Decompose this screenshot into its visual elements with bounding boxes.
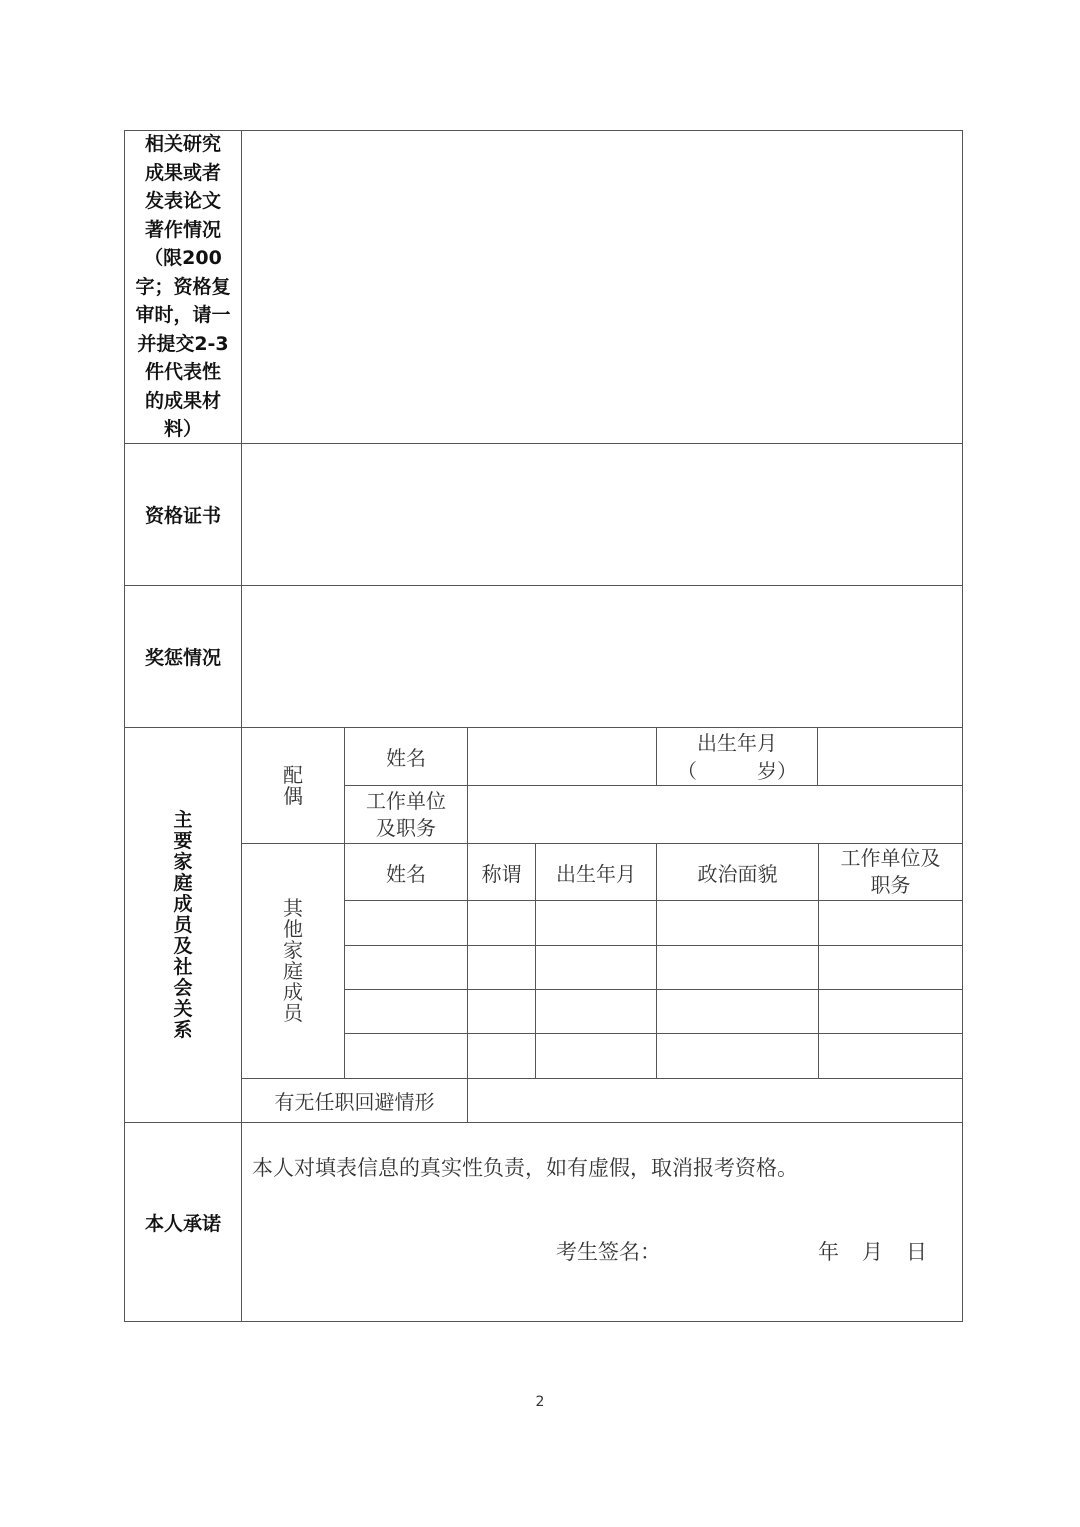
member-row-1-cell-1[interactable] bbox=[345, 901, 467, 945]
col-header-relation-cell bbox=[468, 844, 535, 900]
member-row-3-cell-5[interactable] bbox=[819, 990, 962, 1033]
col-header-work-text: 工作单位及 职务 bbox=[840, 846, 941, 897]
col-header-political bbox=[657, 844, 818, 900]
research-label bbox=[125, 131, 241, 443]
family-label bbox=[125, 728, 241, 1122]
awards-field[interactable] bbox=[242, 586, 962, 727]
member-row-4-cell-1[interactable] bbox=[345, 1034, 467, 1078]
col-header-birth-text: 出生年月 bbox=[556, 861, 636, 886]
member-row-3-cell-2[interactable] bbox=[468, 990, 535, 1033]
family-label-text: 主 要 家 庭 成 员 及 社 会 关 系 bbox=[173, 808, 193, 1041]
avoidance-label bbox=[242, 1079, 467, 1122]
member-row-1-cell-4[interactable] bbox=[657, 901, 818, 945]
pledge-statement: 本人对填表信息的真实性负责，如有虚假，取消报考资格。 bbox=[252, 1156, 798, 1180]
spouse-birth-label bbox=[657, 728, 817, 785]
member-row-2-cell-4[interactable] bbox=[657, 946, 818, 989]
date-month-label: 月 bbox=[862, 1240, 883, 1264]
member-row-4-cell-4[interactable] bbox=[657, 1034, 818, 1078]
member-row-4-cell-2[interactable] bbox=[468, 1034, 535, 1078]
certificates-label bbox=[125, 444, 241, 585]
signature-field[interactable] bbox=[660, 1230, 810, 1264]
other-family-label bbox=[242, 844, 344, 1078]
member-row-2-cell-1[interactable] bbox=[345, 946, 467, 989]
col-header-name-text: 姓名 bbox=[386, 861, 426, 886]
awards-label bbox=[125, 586, 241, 727]
spouse-birth-label-text: 出生年月 bbox=[697, 730, 777, 755]
spouse-age-label-text: （ 岁） bbox=[677, 758, 797, 783]
awards-label-text: 奖惩情况 bbox=[144, 647, 221, 669]
spouse-label-text: 配 偶 bbox=[283, 762, 303, 808]
pledge-label bbox=[125, 1123, 241, 1321]
member-row-4-cell-5[interactable] bbox=[819, 1034, 962, 1078]
member-row-2-cell-5[interactable] bbox=[819, 946, 962, 989]
member-row-3-cell-4[interactable] bbox=[657, 990, 818, 1033]
member-row-1-cell-3[interactable] bbox=[536, 901, 656, 945]
spouse-work-field[interactable] bbox=[468, 786, 962, 843]
avoidance-field[interactable] bbox=[468, 1079, 962, 1122]
page-number: 2 bbox=[535, 1394, 545, 1410]
col-header-birth bbox=[536, 844, 656, 900]
col-header-political-text: 政治面貌 bbox=[697, 861, 778, 886]
spouse-work-label bbox=[345, 786, 467, 843]
member-row-3-cell-1[interactable] bbox=[345, 990, 467, 1033]
member-row-2-cell-3[interactable] bbox=[536, 946, 656, 989]
spouse-work-label-text: 工作单位 及职务 bbox=[366, 788, 446, 840]
date-year-label: 年 bbox=[818, 1240, 839, 1264]
member-row-2-cell-2[interactable] bbox=[468, 946, 535, 989]
member-row-1-cell-2[interactable] bbox=[468, 901, 535, 945]
research-label-text: 相关研究 成果或者 发表论文 著作情况 （限200 字；资格复 审时，请一 并提交2-3 件代表性 的成果材 料） bbox=[135, 133, 231, 441]
research-content-field[interactable] bbox=[242, 131, 962, 443]
spouse-name-label bbox=[345, 728, 467, 785]
date-day-label: 日 bbox=[906, 1240, 927, 1264]
other-family-label-text: 其 他 家 庭 成 员 bbox=[283, 896, 303, 1025]
avoidance-label-text: 有无任职回避情形 bbox=[274, 1090, 435, 1114]
spouse-label bbox=[242, 728, 344, 843]
col-header-name bbox=[345, 844, 467, 900]
member-row-4-cell-3[interactable] bbox=[536, 1034, 656, 1078]
member-row-3-cell-3[interactable] bbox=[536, 990, 656, 1033]
certificates-field[interactable] bbox=[242, 444, 962, 585]
spouse-name-field[interactable] bbox=[468, 728, 656, 785]
col-header-relation-text: 称谓 bbox=[481, 861, 522, 886]
signature-label: 考生签名： bbox=[556, 1240, 661, 1264]
col-header-work bbox=[819, 844, 962, 900]
certificates-label-text: 资格证书 bbox=[144, 505, 221, 527]
pledge-label-text: 本人承诺 bbox=[144, 1212, 221, 1235]
spouse-birth-field[interactable] bbox=[818, 728, 962, 785]
member-row-1-cell-5[interactable] bbox=[819, 901, 962, 945]
spouse-name-label-text: 姓名 bbox=[386, 746, 426, 770]
